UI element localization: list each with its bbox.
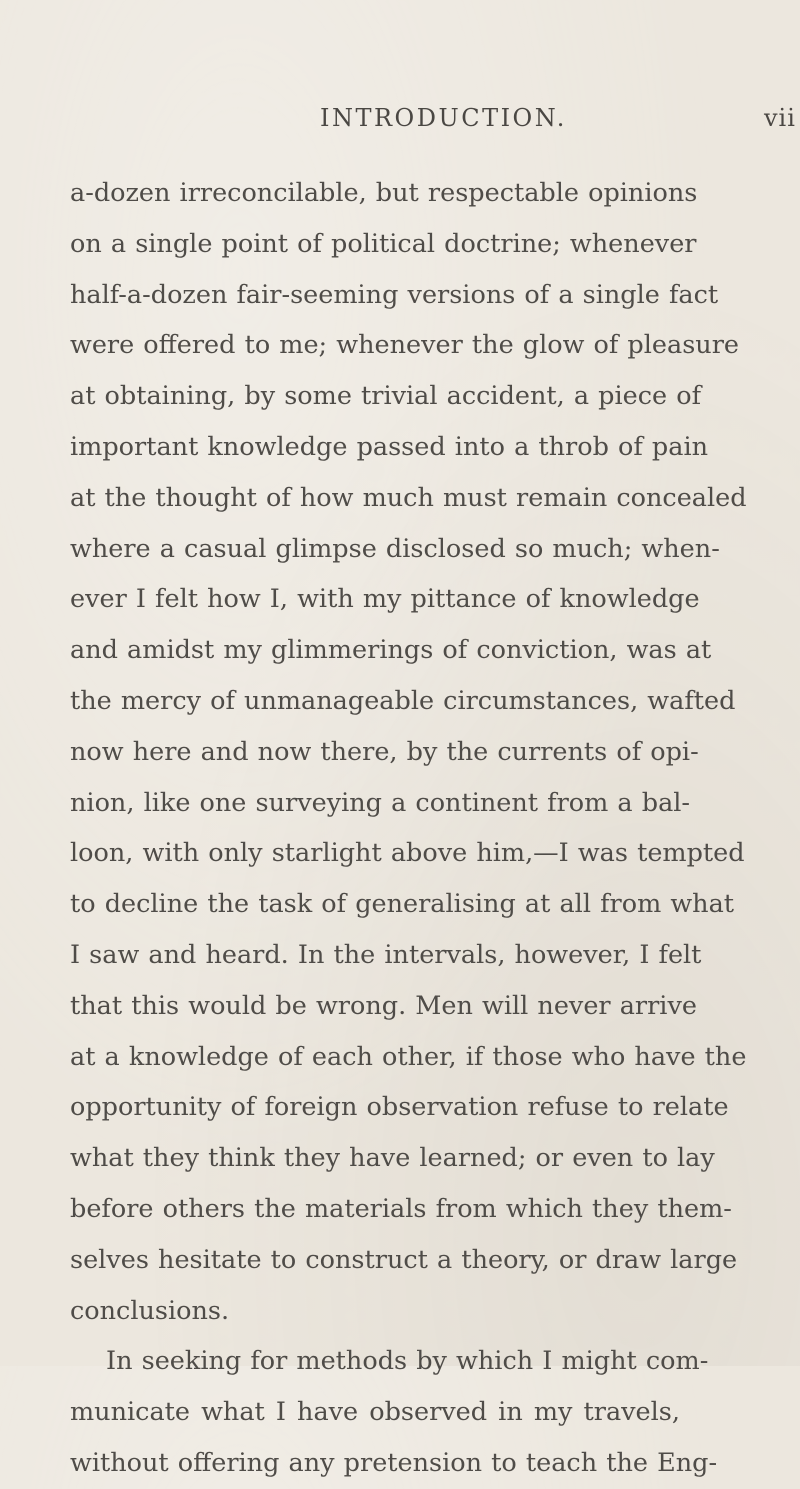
text-line: loon, with only starlight above him,—I was tempted bbox=[70, 838, 745, 869]
text-line: where a casual glimpse disclosed so much; when- bbox=[70, 533, 720, 564]
text-line: ever I felt how I, with my pittance of knowledge bbox=[70, 584, 700, 615]
paragraph-end-line: conclusions. bbox=[70, 1295, 230, 1326]
text-line: a-dozen irreconcilable, but respectable opinions bbox=[70, 178, 698, 208]
text-line: before others the materials from which they them- bbox=[70, 1193, 732, 1224]
paragraph-start-line: In seeking for methods by which I might com- bbox=[106, 1346, 709, 1377]
text-line: at the thought of how much must remain concealed bbox=[70, 482, 747, 513]
text-line: without offering any pretension to teach the Eng- bbox=[70, 1447, 718, 1478]
text-line: to decline the task of generalising at all from what bbox=[70, 889, 735, 920]
text-line: half-a-dozen fair-seeming versions of a single fact bbox=[70, 279, 719, 310]
running-head bbox=[0, 104, 800, 144]
text-line: I saw and heard. In the intervals, however, I felt bbox=[70, 939, 702, 970]
text-line: at a knowledge of each other, if those who have the bbox=[70, 1041, 747, 1072]
text-line: what they think they have learned; or even to lay bbox=[70, 1143, 715, 1174]
text-line: that this would be wrong. Men will never arrive bbox=[70, 990, 697, 1021]
running-head-title: INTRODUCTION. bbox=[320, 104, 567, 132]
text-line: on a single point of political doctrine; whenever bbox=[70, 228, 697, 259]
text-line: at obtaining, by some trivial accident, a piece of bbox=[70, 381, 702, 412]
text-line: were offered to me; whenever the glow of pleasure bbox=[70, 330, 739, 361]
text-line: municate what I have observed in my travels, bbox=[70, 1397, 680, 1428]
text-line: nion, like one surveying a continent from a bal- bbox=[70, 787, 691, 818]
page-number: vii bbox=[764, 104, 796, 132]
text-line: and amidst my glimmerings of conviction, was at bbox=[70, 635, 712, 666]
text-line: important knowledge passed into a throb of pain bbox=[70, 431, 709, 462]
body-text bbox=[70, 168, 747, 1489]
text-line: selves hesitate to construct a theory, or draw large bbox=[70, 1244, 738, 1275]
text-line: now here and now there, by the currents of opi- bbox=[70, 736, 699, 767]
text-line: opportunity of foreign observation refuse to relate bbox=[70, 1092, 729, 1123]
text-line: the mercy of unmanageable circumstances, wafted bbox=[70, 685, 736, 716]
